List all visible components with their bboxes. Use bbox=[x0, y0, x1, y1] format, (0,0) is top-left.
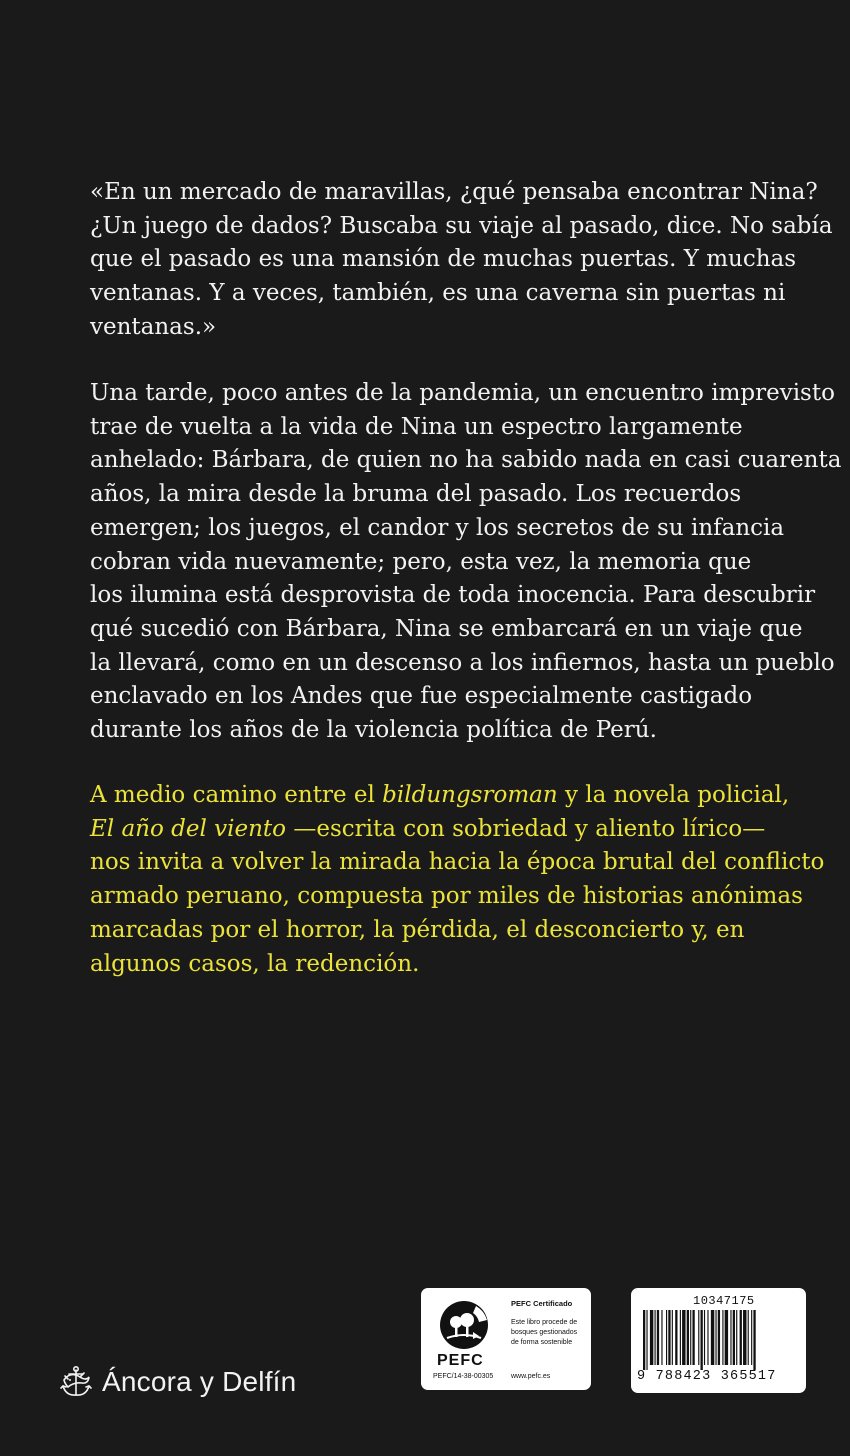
pefc-info bbox=[511, 1318, 586, 1348]
synopsis-line: emergen; los juegos, el candor y los secretos de su infancia bbox=[90, 514, 785, 541]
synopsis-line: durante los años de la violencia política de Perú. bbox=[90, 717, 657, 744]
anchor-dolphin-logo-icon bbox=[58, 1365, 94, 1399]
blurb-text: y la novela policial, bbox=[557, 782, 790, 808]
book-title: El año del viento bbox=[90, 815, 287, 842]
quote-line: «En un mercado de maravillas, ¿qué pensaba encontrar Nina? bbox=[90, 179, 818, 205]
pefc-info-line: Este libro procede de bbox=[511, 1319, 578, 1326]
blurb-text: —escrita con sobriedad y aliento lírico— bbox=[286, 815, 766, 842]
synopsis-line: trae de vuelta a la vida de Nina un espectro largamente bbox=[90, 413, 743, 440]
isbn-number: 9 788423 365517 bbox=[637, 1369, 777, 1384]
blurb-line: armado peruano, compuesta por miles de historias anónimas bbox=[90, 883, 803, 910]
quote-line: ¿Un juego de dados? Buscaba su viaje al pasado, dice. No sabía bbox=[90, 212, 833, 239]
genre-term: bildungsroman bbox=[382, 782, 558, 808]
blurb-line: algunos casos, la redención. bbox=[90, 950, 420, 977]
synopsis-line: enclavado en los Andes que fue especialmente castigado bbox=[90, 683, 753, 710]
synopsis-line: años, la mira desde la bruma del pasado. Los recuerdos bbox=[90, 481, 742, 508]
synopsis-line: la llevará, como en un descenso a los infiernos, hasta un pueblo bbox=[90, 649, 835, 676]
blurb-line bbox=[90, 779, 820, 813]
synopsis-paragraph bbox=[90, 377, 842, 748]
pefc-trees-logo-icon bbox=[435, 1298, 493, 1357]
synopsis-line: los ilumina está desprovista de toda inocencia. Para descubrir bbox=[90, 582, 816, 609]
blurb-line bbox=[90, 813, 820, 847]
pefc-brand: PEFC bbox=[437, 1352, 484, 1369]
pefc-certified-heading: PEFC Certificado bbox=[511, 1299, 573, 1308]
quote-line: ventanas.» bbox=[90, 313, 217, 340]
synopsis-line: Una tarde, poco antes de la pandemia, un encuentro imprevisto bbox=[90, 380, 835, 406]
pefc-code: PEFC/14-38-00305 bbox=[433, 1373, 494, 1380]
synopsis-line: qué sucedió con Bárbara, Nina se embarcará en un viaje que bbox=[90, 615, 803, 642]
barcode-reference: 10347175 bbox=[693, 1294, 755, 1308]
pefc-info-line: bosques gestionados bbox=[511, 1329, 578, 1336]
quote-line: ventanas. Y a veces, también, es una caverna sin puertas ni bbox=[90, 280, 786, 307]
blurb-line: marcadas por el horror, la pérdida, el desconcierto y, en bbox=[90, 916, 745, 943]
synopsis-line: cobran vida nuevamente; pero, esta vez, la memoria que bbox=[90, 548, 752, 575]
critical-blurb bbox=[90, 779, 825, 981]
pefc-certification-label bbox=[421, 1288, 591, 1390]
pefc-info-line: de forma sostenible bbox=[511, 1339, 573, 1346]
publisher-name: Áncora y Delfín bbox=[102, 1366, 297, 1397]
opening-quote bbox=[90, 176, 833, 345]
synopsis-line: anhelado: Bárbara, de quien no ha sabido nada en casi cuarenta bbox=[90, 447, 842, 474]
publisher-imprint bbox=[58, 1362, 296, 1402]
pefc-website: www.pefc.es bbox=[511, 1373, 551, 1380]
quote-line: que el pasado es una mansión de muchas puertas. Y muchas bbox=[90, 246, 797, 273]
isbn-barcode bbox=[631, 1288, 806, 1393]
blurb-text: A medio camino entre el bbox=[90, 782, 383, 808]
barcode-bars-icon bbox=[641, 1310, 799, 1370]
blurb-line: nos invita a volver la mirada hacia la época brutal del conflicto bbox=[90, 849, 825, 876]
